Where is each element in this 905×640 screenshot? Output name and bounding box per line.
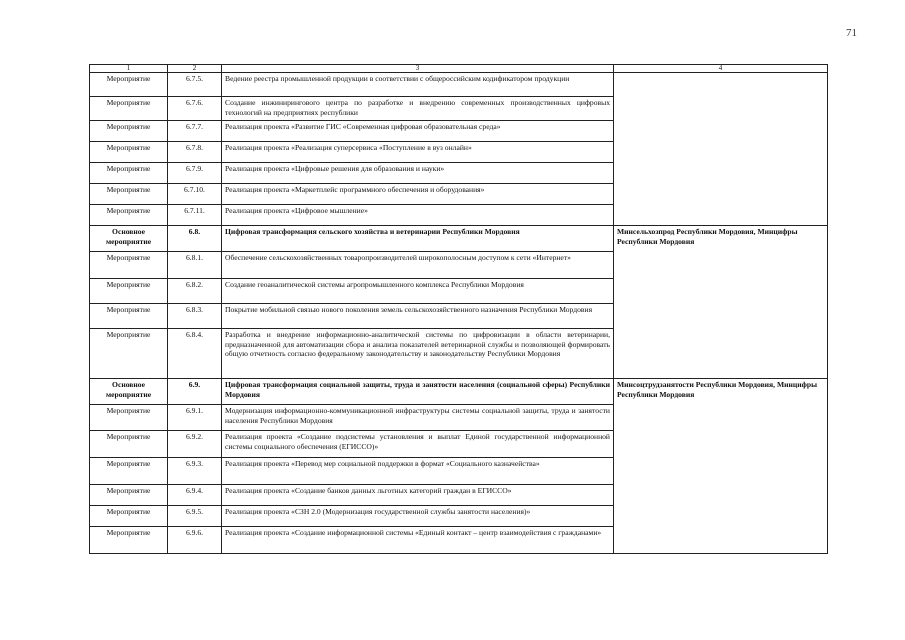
measure-type: Мероприятие xyxy=(90,485,168,506)
measure-type: Мероприятие xyxy=(90,73,168,97)
measure-type: Мероприятие xyxy=(90,121,168,142)
measure-number: 6.8.4. xyxy=(168,329,222,379)
measures-table-body xyxy=(90,65,828,554)
measure-type: Мероприятие xyxy=(90,279,168,304)
measure-number: 6.8. xyxy=(168,226,222,252)
measure-number: 6.7.9. xyxy=(168,163,222,184)
main-measure-row xyxy=(90,226,828,252)
column-number: 3 xyxy=(222,65,614,73)
measure-type: Мероприятие xyxy=(90,184,168,205)
measure-description: Реализация проекта «Развитие ГИС «Современная цифровая образовательная среда» xyxy=(222,121,614,142)
measure-number: 6.7.6. xyxy=(168,97,222,121)
measure-description: Создание геоаналитической системы агропромышленного комплекса Республики Мордовия xyxy=(222,279,614,304)
page-number: 71 xyxy=(846,27,857,39)
main-measure-row xyxy=(90,379,828,405)
responsible-executors: Минсоцтрудзанятости Республики Мордовия, Минцифры Республики Мордовия xyxy=(614,379,828,554)
measure-description: Разработка и внедрение информационно-аналитической системы по цифровизации в области ветеринарии, предназначенной для автоматизации сбора и анализа показателей ветеринарной службы и позволяющей формировать общую отчетность согласно федеральному законодательству и законодательству Республики Мордовия xyxy=(222,329,614,379)
measure-number: 6.7.10. xyxy=(168,184,222,205)
measure-number: 6.7.11. xyxy=(168,205,222,226)
measure-type: Мероприятие xyxy=(90,405,168,431)
measure-type: Мероприятие xyxy=(90,304,168,329)
measure-number: 6.9.3. xyxy=(168,458,222,485)
measure-type: Основное мероприятие xyxy=(90,379,168,405)
measure-number: 6.9.6. xyxy=(168,527,222,554)
measure-description: Реализация проекта «Маркетплейс программного обеспечения и оборудования» xyxy=(222,184,614,205)
measure-number: 6.9.1. xyxy=(168,405,222,431)
measure-type: Мероприятие xyxy=(90,431,168,458)
measure-type: Мероприятие xyxy=(90,506,168,527)
measure-description: Создание инжинирингового центра по разработке и внедрению современных производственных цифровых технологий на предприятиях республики xyxy=(222,97,614,121)
measure-description: Цифровая трансформация социальной защиты, труда и занятости населения (социальной сферы) Республики Мордовия xyxy=(222,379,614,405)
measure-number: 6.7.5. xyxy=(168,73,222,97)
measure-description: Реализация проекта «Цифровое мышление» xyxy=(222,205,614,226)
measure-description: Цифровая трансформация сельского хозяйства и ветеринарии Республики Мордовия xyxy=(222,226,614,252)
measure-description: Реализация проекта «СЗН 2.0 (Модернизация государственной службы занятости населения)» xyxy=(222,506,614,527)
column-number: 2 xyxy=(168,65,222,73)
measure-row xyxy=(90,73,828,97)
measure-description: Реализация проекта «Цифровые решения для образования и науки» xyxy=(222,163,614,184)
measure-number: 6.9. xyxy=(168,379,222,405)
responsible-executors: Минсельхозпрод Республики Мордовия, Минцифры Республики Мордовия xyxy=(614,226,828,379)
measure-description: Реализация проекта «Перевод мер социальной поддержки в формат «Социального казначейства» xyxy=(222,458,614,485)
measure-description: Ведение реестра промышленной продукции в соответствии с общероссийским кодификатором продукции xyxy=(222,73,614,97)
measure-number: 6.8.2. xyxy=(168,279,222,304)
column-number-row xyxy=(90,65,828,73)
measure-number: 6.9.5. xyxy=(168,506,222,527)
measure-number: 6.7.8. xyxy=(168,142,222,163)
measure-number: 6.8.3. xyxy=(168,304,222,329)
column-number: 4 xyxy=(614,65,828,73)
column-number: 1 xyxy=(90,65,168,73)
measure-number: 6.8.1. xyxy=(168,252,222,279)
measure-type: Мероприятие xyxy=(90,527,168,554)
measure-type: Мероприятие xyxy=(90,329,168,379)
measure-description: Обеспечение сельскохозяйственных товаропроизводителей широкополосным доступом к сети «Интернет» xyxy=(222,252,614,279)
responsible-executors xyxy=(614,73,828,226)
measure-number: 6.9.2. xyxy=(168,431,222,458)
measures-table xyxy=(89,64,828,554)
measure-type: Мероприятие xyxy=(90,458,168,485)
measure-description: Реализация проекта «Создание подсистемы установления и выплат Единой государственной информационной системы социального обеспечения (ЕГИССО)» xyxy=(222,431,614,458)
measure-description: Модернизация информационно-коммуникационной инфраструктуры системы социальной защиты, труда и занятости населения Республики Мордовия xyxy=(222,405,614,431)
measure-number: 6.7.7. xyxy=(168,121,222,142)
measure-type: Основное мероприятие xyxy=(90,226,168,252)
measure-description: Реализация проекта «Создание банков данных льготных категорий граждан в ЕГИССО» xyxy=(222,485,614,506)
measure-type: Мероприятие xyxy=(90,142,168,163)
measure-description: Реализация проекта «Реализация суперсервиса «Поступление в вуз онлайн» xyxy=(222,142,614,163)
measure-type: Мероприятие xyxy=(90,163,168,184)
measure-description: Покрытие мобильной связью нового поколения земель сельскохозяйственного назначения Республики Мордовия xyxy=(222,304,614,329)
measure-type: Мероприятие xyxy=(90,205,168,226)
measure-type: Мероприятие xyxy=(90,97,168,121)
measure-type: Мероприятие xyxy=(90,252,168,279)
measure-number: 6.9.4. xyxy=(168,485,222,506)
measure-description: Реализация проекта «Создание информационной системы «Единый контакт – центр взаимодействия с гражданами» xyxy=(222,527,614,554)
